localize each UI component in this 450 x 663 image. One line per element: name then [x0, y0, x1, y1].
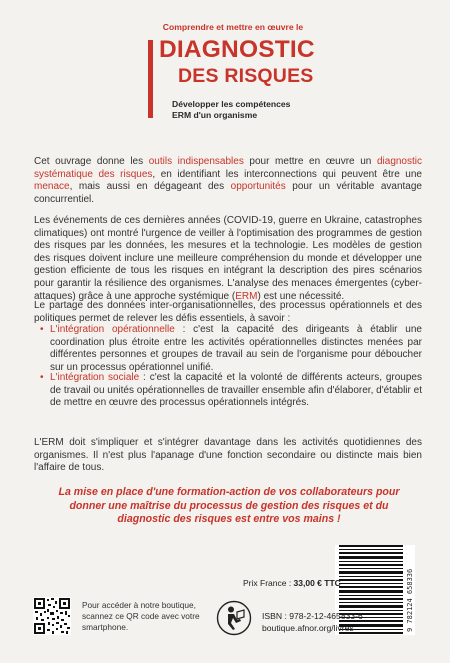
bullet-text: [40, 324, 422, 374]
highlight-text: ERM: [235, 290, 258, 302]
paragraph-erm: L'ERM doit s'impliquer et s'intégrer davantage dans les activités quotidiennes des organismes. Il n'est plus l'apanage d'une fonction secondaire ou distincte mais bien l'affaire de tous.: [34, 437, 422, 474]
qr-code-icon: [33, 597, 71, 635]
price-value: 33,00 € TTC: [293, 578, 341, 588]
text-run: ) est une nécessité.: [257, 290, 345, 302]
highlight-text: menace: [34, 181, 70, 193]
qr-code[interactable]: [33, 597, 71, 635]
price-label: Prix France :: [243, 578, 294, 588]
paragraph-events: [34, 215, 422, 303]
barcode-digits: 9 782124 658336: [406, 568, 414, 632]
title-main-line2: DES RISQUES: [178, 65, 314, 87]
bullet-operational-integration: [40, 324, 422, 374]
highlight-text: diagnostic systématique des risques: [34, 156, 422, 180]
highlight-text: opportunités: [230, 181, 286, 193]
text-run: pour un véritable avantage concurrentiel.: [34, 181, 422, 205]
paragraph-intro: [34, 156, 422, 206]
barcode-graphic: [335, 545, 415, 635]
bullet-dot: •: [40, 324, 44, 335]
reading-person-icon: [216, 600, 252, 636]
bullet-label: L'intégration sociale: [50, 372, 140, 383]
bullet-dot: •: [40, 372, 44, 383]
bullet-text: [40, 372, 422, 410]
isbn: ISBN : 978-2-12-465833-6: [262, 611, 363, 621]
bullet-social-integration: [40, 372, 422, 410]
title-accent-bar: [148, 40, 153, 118]
highlight-text: outils indispensables: [148, 156, 244, 167]
paragraph-sharing: Le partage des données inter-organisationnelles, des processus opérationnels et des politiques permet de relever les défis essentiels, à savoir :: [34, 300, 422, 324]
title-main-line1: DIAGNOSTIC: [159, 36, 315, 63]
call-to-action: La mise en place d'une formation-action de vos collaborateurs pour donner une maîtrise du processus de gestion des risques et du diagnostic des risques est entre vos mains !: [58, 486, 400, 526]
qr-instructions: Pour accéder à notre boutique, scannez ce QR code avec votre smartphone.: [82, 600, 200, 632]
text-run: , en identifiant les interconnections qui peuvent être une: [152, 168, 422, 180]
reading-person-logo: [216, 600, 252, 636]
text-run: : c'est la capacité et la volonté de différents acteurs, groupes de travail ou unités opérationnelles de travailler ensemble afin d'élaborer, d'établir et de mettre en œuvre des processus opérationnels intégrés.: [50, 372, 422, 409]
barcode: [335, 545, 415, 635]
text-run: , mais aussi en dégageant des: [69, 181, 231, 193]
text-run: : c'est la capacité des dirigeants à établir une coordination plus étroite entre les activités opérationnelles distinctes menées par différentes personnes et groupes de travail au sein de l'organisme pour déboucher sur un processus opérationnel unifié.: [50, 324, 422, 373]
bullet-label: L'intégration opérationnelle: [50, 324, 175, 335]
title-pre: Comprendre et mettre en œuvre le: [162, 22, 304, 32]
shop-url[interactable]: boutique.afnor.org/livres: [262, 623, 354, 633]
subtitle-line2: ERM d'un organisme: [172, 110, 258, 120]
text-run: Cet ouvrage donne les: [34, 156, 149, 167]
text-run: pour mettre en œuvre un: [243, 156, 377, 167]
subtitle-line1: Développer les compétences: [172, 99, 291, 109]
text-run: Les événements de ces dernières années (COVID-19, guerre en Ukraine, catastrophes climatiques) ont montré l'urgence de veiller à l'optimisation des programmes de gestion des risques par les données, les mesures et la technologie. Les modèles de gestion des risques doivent inclure une meilleure compréhension du monde et développer une gestion efficiente de tous les risques en intégrant la description des pires scénarios pour garantir la résilience des organismes. L'analyse des menaces émergentes (cyber-attaques) grâce à une approche systémique (: [34, 215, 422, 302]
price: [243, 578, 341, 588]
